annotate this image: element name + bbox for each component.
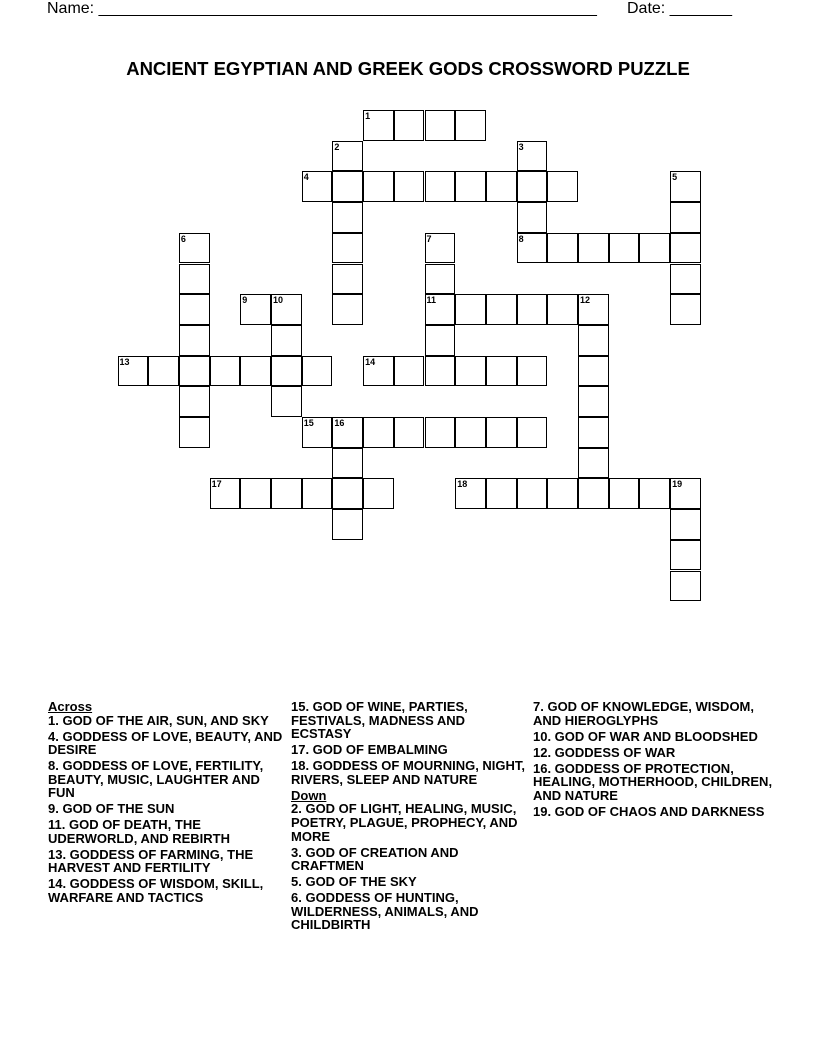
- crossword-cell[interactable]: [455, 171, 486, 202]
- crossword-cell[interactable]: [240, 478, 271, 509]
- clue-number: 10: [273, 295, 284, 306]
- crossword-cell[interactable]: [302, 171, 333, 202]
- clue-number: 14: [365, 356, 376, 367]
- crossword-cell[interactable]: [271, 325, 302, 356]
- crossword-cell[interactable]: [210, 478, 241, 509]
- crossword-cell[interactable]: [179, 233, 210, 264]
- crossword-cell[interactable]: [179, 294, 210, 325]
- clue-text: 3. GOD OF CREATION AND CRAFTMEN: [291, 844, 459, 874]
- crossword-cell[interactable]: [670, 202, 701, 233]
- clue-number: 12: [580, 295, 591, 306]
- crossword-cell[interactable]: [179, 264, 210, 295]
- crossword-cell[interactable]: [609, 478, 640, 509]
- crossword-cell[interactable]: [670, 540, 701, 571]
- clue-number: 13: [119, 356, 130, 367]
- crossword-cell[interactable]: [302, 417, 333, 448]
- crossword-cell[interactable]: [517, 294, 548, 325]
- crossword-cell[interactable]: [455, 294, 486, 325]
- crossword-cell[interactable]: [425, 110, 456, 141]
- crossword-cell[interactable]: [394, 356, 425, 387]
- crossword-cell[interactable]: [302, 356, 333, 387]
- section-heading: Down: [291, 787, 327, 803]
- crossword-cell[interactable]: [517, 478, 548, 509]
- clue-text: 18. GODDESS OF MOURNING, NIGHT, RIVERS, SLEEP AND NATURE: [291, 758, 526, 787]
- crossword-cell[interactable]: [517, 171, 548, 202]
- crossword-cell[interactable]: [332, 202, 363, 233]
- crossword-cell[interactable]: [517, 417, 548, 448]
- clue-number: 2: [334, 141, 340, 152]
- crossword-cell[interactable]: [547, 233, 578, 264]
- clue-text: 1. GOD OF THE AIR, SUN, AND SKY: [48, 712, 269, 728]
- crossword-cell[interactable]: [271, 356, 302, 387]
- crossword-cell[interactable]: [578, 448, 609, 479]
- crossword-cell[interactable]: [517, 202, 548, 233]
- crossword-cell[interactable]: [670, 171, 701, 202]
- crossword-cell[interactable]: [578, 294, 609, 325]
- crossword-cell[interactable]: [302, 478, 333, 509]
- clue-text: 10. GOD OF WAR AND BLOODSHED: [533, 728, 758, 744]
- clue-number: 9: [242, 295, 248, 306]
- crossword-cell[interactable]: [578, 325, 609, 356]
- crossword-cell[interactable]: [455, 478, 486, 509]
- crossword-cell[interactable]: [394, 171, 425, 202]
- crossword-cell[interactable]: [179, 325, 210, 356]
- crossword-cell[interactable]: [517, 141, 548, 172]
- crossword-cell[interactable]: [486, 478, 517, 509]
- clue-text: 17. GOD OF EMBALMING: [291, 742, 448, 758]
- crossword-cell[interactable]: [547, 478, 578, 509]
- clue-number: 15: [303, 418, 314, 428]
- clue-text: 8. GODDESS OF LOVE, FERTILITY, BEAUTY, MUSIC, LAUGHTER AND FUN: [48, 758, 264, 801]
- crossword-cell[interactable]: [332, 294, 363, 325]
- crossword-cell[interactable]: [670, 478, 701, 509]
- crossword-cell[interactable]: [425, 325, 456, 356]
- crossword-cell[interactable]: [578, 233, 609, 264]
- clue-text: 4. GODDESS OF LOVE, BEAUTY, AND DESIRE: [48, 728, 283, 758]
- clue-number: 7: [426, 233, 432, 244]
- clue-text: 7. GOD OF KNOWLEDGE, WISDOM, AND HIEROGLYPHS: [533, 699, 754, 728]
- crossword-cell[interactable]: [363, 356, 394, 387]
- crossword-cell[interactable]: [578, 386, 609, 417]
- crossword-cell[interactable]: [332, 233, 363, 264]
- crossword-cell[interactable]: [547, 171, 578, 202]
- clue-text: 14. GODDESS OF WISDOM, SKILL, WARFARE AND TACTICS: [48, 876, 264, 906]
- crossword-cell[interactable]: [332, 448, 363, 479]
- clue-number: 18: [457, 479, 468, 490]
- date-field: Date: _______: [627, 0, 732, 17]
- crossword-cell[interactable]: [332, 478, 363, 509]
- crossword-cell[interactable]: [670, 571, 701, 602]
- clues-column-2: [291, 700, 527, 934]
- crossword-cell[interactable]: [271, 478, 302, 509]
- crossword-cell[interactable]: [210, 356, 241, 387]
- crossword-cell[interactable]: [332, 417, 363, 448]
- crossword-cell[interactable]: [363, 417, 394, 448]
- crossword-cell[interactable]: [118, 356, 149, 387]
- crossword-cell[interactable]: [148, 356, 179, 387]
- crossword-cell[interactable]: [363, 110, 394, 141]
- crossword-cell[interactable]: [486, 171, 517, 202]
- clue-text: 13. GODDESS OF FARMING, THE HARVEST AND FERTILITY: [48, 846, 254, 876]
- crossword-cell[interactable]: [425, 417, 456, 448]
- clue-number: 5: [672, 172, 678, 183]
- crossword-cell[interactable]: [670, 509, 701, 540]
- crossword-cell[interactable]: [271, 294, 302, 325]
- crossword-cell[interactable]: [271, 386, 302, 417]
- crossword-cell[interactable]: [240, 356, 271, 387]
- crossword-cell[interactable]: [240, 294, 271, 325]
- clue-number: 17: [211, 479, 222, 490]
- clue-text: 2. GOD OF LIGHT, HEALING, MUSIC, POETRY, PLAGUE, PROPHECY, AND MORE: [291, 801, 518, 844]
- clue-number: 8: [518, 233, 524, 244]
- crossword-cell[interactable]: [578, 478, 609, 509]
- crossword-cell[interactable]: [332, 509, 363, 540]
- crossword-cell[interactable]: [486, 356, 517, 387]
- crossword-cell[interactable]: [425, 356, 456, 387]
- crossword-cell[interactable]: [425, 171, 456, 202]
- clue-number: 16: [334, 418, 345, 428]
- crossword-cell[interactable]: [609, 233, 640, 264]
- crossword-cell[interactable]: [394, 417, 425, 448]
- clue-number: 6: [180, 233, 186, 244]
- crossword-cell[interactable]: [455, 110, 486, 141]
- clue-text: 11. GOD OF DEATH, THE UDERWORLD, AND REBIRTH: [48, 817, 230, 846]
- crossword-cell[interactable]: [179, 417, 210, 448]
- crossword-cell[interactable]: [578, 356, 609, 387]
- crossword-cell[interactable]: [455, 356, 486, 387]
- crossword-cell[interactable]: [179, 356, 210, 387]
- crossword-cell[interactable]: [455, 417, 486, 448]
- clue-text: 9. GOD OF THE SUN: [48, 801, 175, 817]
- clue-number: 3: [518, 141, 524, 152]
- crossword-cell[interactable]: [517, 233, 548, 264]
- crossword-cell[interactable]: [332, 264, 363, 295]
- clue-number: 19: [672, 479, 683, 490]
- crossword-cell[interactable]: [639, 233, 670, 264]
- crossword-cell[interactable]: [547, 294, 578, 325]
- crossword-cell[interactable]: [363, 171, 394, 202]
- crossword-cell[interactable]: [670, 294, 701, 325]
- clue-number: 11: [426, 295, 437, 306]
- crossword-cell[interactable]: [639, 478, 670, 509]
- clues-column-1: [48, 700, 284, 907]
- crossword-cell[interactable]: [179, 386, 210, 417]
- clue-text: 6. GODDESS OF HUNTING, WILDERNESS, ANIMALS, AND CHILDBIRTH: [291, 890, 479, 933]
- crossword-cell[interactable]: [425, 264, 456, 295]
- crossword-cell[interactable]: [578, 417, 609, 448]
- clue-text: 16. GODDESS OF PROTECTION, HEALING, MOTHERHOOD, CHILDREN, AND NATURE: [533, 760, 773, 803]
- crossword-cell[interactable]: [332, 141, 363, 172]
- crossword-cell[interactable]: [486, 294, 517, 325]
- clue-number: 1: [365, 111, 371, 121]
- clue-number: 4: [303, 172, 309, 183]
- clue-text: 15. GOD OF WINE, PARTIES, FESTIVALS, MADNESS AND ECSTASY: [291, 699, 468, 742]
- crossword-cell[interactable]: [332, 171, 363, 202]
- crossword-cell[interactable]: [670, 233, 701, 264]
- crossword-cell[interactable]: [425, 233, 456, 264]
- section-heading: Across: [48, 699, 93, 714]
- crossword-cell[interactable]: [517, 356, 548, 387]
- clue-text: 5. GOD OF THE SKY: [291, 874, 417, 890]
- clue-text: 12. GODDESS OF WAR: [533, 744, 676, 760]
- crossword-cell[interactable]: [394, 110, 425, 141]
- name-field: Name: ________________________________________________________: [47, 0, 597, 17]
- clue-text: 19. GOD OF CHAOS AND DARKNESS: [533, 803, 765, 819]
- crossword-cell[interactable]: [486, 417, 517, 448]
- page-title: ANCIENT EGYPTIAN AND GREEK GODS CROSSWORD PUZZLE: [126, 58, 690, 79]
- crossword-cell[interactable]: [363, 478, 394, 509]
- clues-column-3: [533, 700, 773, 821]
- crossword-cell[interactable]: [425, 294, 456, 325]
- crossword-cell[interactable]: [670, 264, 701, 295]
